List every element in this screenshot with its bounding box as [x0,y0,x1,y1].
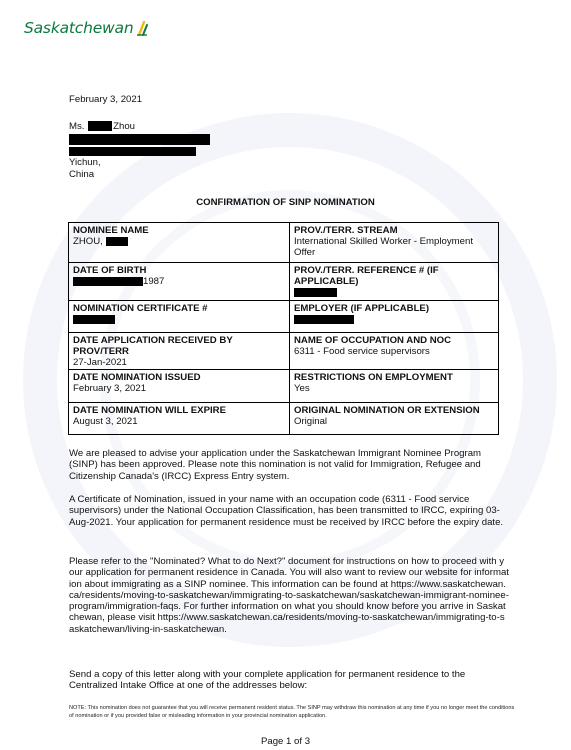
received-value: 27-Jan-2021 [73,357,127,369]
stream-value: International Skilled Worker - Employment Offer [294,236,473,259]
redaction-bar [69,134,210,145]
received-label: DATE APPLICATION RECEIVED BY PROV/TERR [73,334,233,357]
occupation-label: NAME OF OCCUPATION AND NOC [294,334,452,346]
salutation: Ms. [69,121,85,132]
document-title: CONFIRMATION OF SINP NOMINATION [196,197,375,208]
issued-cell [69,370,290,403]
redaction-bar [106,237,128,246]
page-number: Page 1 of 3 [260,736,311,747]
redaction-bar [294,288,337,297]
footer-note: NOTE: This nomination does not guarantee that you will receive permanent resident status. The SINP may withdraw this nomination at any time if you no longer meet the conditions of nomination or if you provided false or misleading information in your provincial nomination application. [69,705,515,719]
redaction-bar [69,147,196,156]
stream-label: PROV./TERR. STREAM [294,225,398,236]
reference-label: PROV./TERR. REFERENCE # (IF APPLICABLE) [294,265,439,288]
reference-cell [290,263,499,301]
certificate-label: NOMINATION CERTIFICATE # [73,302,208,314]
original-cell [290,403,499,435]
received-cell [69,332,290,370]
nominee-name-value: ZHOU, [73,236,103,248]
certificate-cell [69,300,290,332]
expire-label: DATE NOMINATION WILL EXPIRE [73,405,226,417]
redaction-bar [73,315,115,324]
original-label: ORIGINAL NOMINATION OR EXTENSION [294,405,480,417]
nomination-table [68,222,499,435]
restrictions-value: Yes [294,383,310,395]
recipient-surname: Zhou [113,121,136,132]
redaction-bar [88,121,112,131]
dob-cell [69,263,290,301]
occupation-cell [290,332,499,370]
employer-cell [290,300,499,332]
restrictions-cell [290,370,499,403]
dob-year: 1987 [143,276,165,288]
wheat-icon [136,20,148,36]
redaction-bar [73,277,143,286]
paragraph-certificate: A Certificate of Nomination, issued in your name with an occupation code (6311 - Food service supervisors) under the National Occupation Classification, has been transmitted to IRCC, expiring 03-Aug-2021. Your application for permanent residence must be received by IRCC before the expiry date. [69,494,504,528]
recipient-country: China [69,169,95,180]
paragraph-send-copy: Send a copy of this letter along with your complete application for permanent residence to the Centralized Intake Office at one of the addresses below: [69,669,466,692]
dob-label: DATE OF BIRTH [73,265,147,276]
occupation-value: 6311 - Food service supervisors [294,345,430,357]
recipient-name [69,121,135,132]
expire-value: August 3, 2021 [73,416,138,428]
redaction-bar [294,315,354,324]
paragraph-approval: We are pleased to advise your application under the Saskatchewan Immigrant Nominee Program (SINP) has been approved. Please note this nomination is not valid for Immigration, Refugee and Citizenship Canada's (IRCC) Express Entry system. [69,448,482,482]
recipient-city: Yichun, [69,157,101,168]
restrictions-label: RESTRICTIONS ON EMPLOYMENT [294,372,453,384]
expire-cell [69,403,290,435]
letter-date: February 3, 2021 [69,94,143,105]
employer-label: EMPLOYER (IF APPLICABLE) [294,302,430,314]
stream-cell [290,223,499,263]
original-value: Original [294,416,328,428]
nominee-name-label: NOMINEE NAME [73,225,149,236]
saskatchewan-logo [24,19,148,37]
logo-text: Saskatchewan [24,19,134,37]
issued-value: February 3, 2021 [73,383,147,395]
nominee-name-cell [69,223,290,263]
issued-label: DATE NOMINATION ISSUED [73,372,201,384]
paragraph-instructions: Please refer to the "Nominated? What to do Next?" document for instructions on how to proceed with your application for permanent residence in Canada. You will also want to review our website for information about immigrating as a SINP nominee. This information can be found at https://www.saskatchewan.ca/residents/moving-to-saskatchewan/immigrating-to-saskatchewan/saskatchewan-immigrant-nominee-program/immigration-faqs. For further information on what you should know before you arrive in Saskatchewan, please visit https://www.saskatchewan.ca/residents/moving-to-saskatchewan/immigrating-to-saskatchewan/living-in-saskatchewan. [69,556,509,635]
